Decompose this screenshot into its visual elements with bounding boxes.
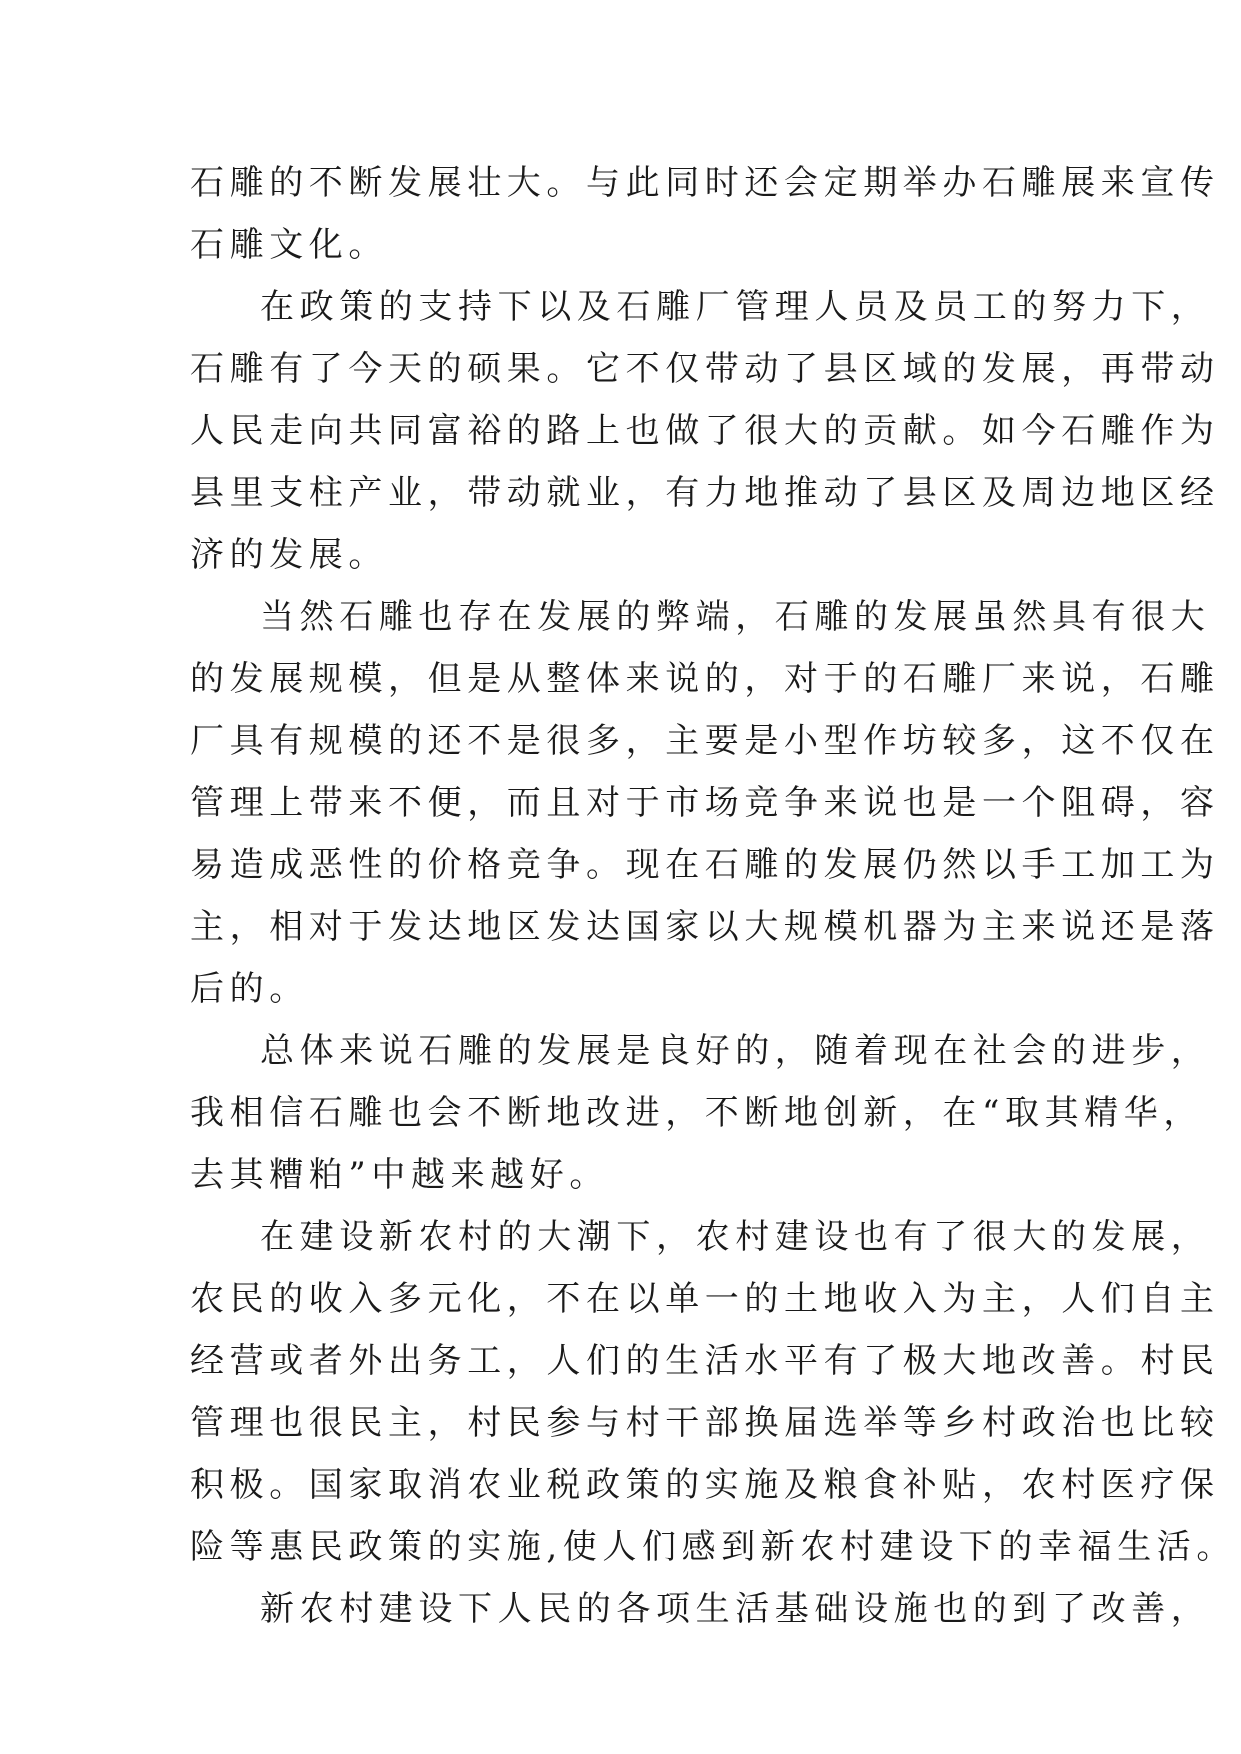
text-line: 去其糟粕”中越来越好。 <box>190 1155 609 1195</box>
text-line: 石雕的不断发展壮大。与此同时还会定期举办石雕展来宣传 <box>190 163 1220 203</box>
text-line: 济的发展。 <box>190 535 388 575</box>
document-body <box>190 152 1237 1640</box>
text-line: 我相信石雕也会不断地改进，不断地创新，在“取其精华， <box>190 1093 1203 1133</box>
text-line: 管理也很民主，村民参与村干部换届选举等乡村政治也比较 <box>190 1403 1220 1443</box>
paragraph-first-line: 新农村建设下人民的各项生活基础设施也的到了改善， <box>260 1589 1211 1629</box>
text-line: 主，相对于发达地区发达国家以大规模机器为主来说还是落 <box>190 907 1220 947</box>
text-line: 人民走向共同富裕的路上也做了很大的贡献。如今石雕作为 <box>190 411 1220 451</box>
text-line: 的发展规模，但是从整体来说的，对于的石雕厂来说，石雕 <box>190 659 1220 699</box>
text-line: 农民的收入多元化，不在以单一的土地收入为主，人们自主 <box>190 1279 1220 1319</box>
text-line: 县里支柱产业，带动就业，有力地推动了县区及周边地区经 <box>190 473 1220 513</box>
text-line: 管理上带来不便，而且对于市场竞争来说也是一个阻碍，容 <box>190 783 1220 823</box>
text-line: 厂具有规模的还不是很多，主要是小型作坊较多，这不仅在 <box>190 721 1220 761</box>
text-line: 后的。 <box>190 969 309 1009</box>
text-line: 经营或者外出务工，人们的生活水平有了极大地改善。村民 <box>190 1341 1220 1381</box>
text-line: 险等惠民政策的实施,使人们感到新农村建设下的幸福生活。 <box>190 1527 1237 1567</box>
paragraph-first-line: 在政策的支持下以及石雕厂管理人员及员工的努力下， <box>260 287 1211 327</box>
text-line: 积极。国家取消农业税政策的实施及粮食补贴，农村医疗保 <box>190 1465 1220 1505</box>
text-line: 石雕文化。 <box>190 225 388 265</box>
paragraph-first-line: 总体来说石雕的发展是良好的，随着现在社会的进步， <box>260 1031 1211 1071</box>
paragraph-first-line: 当然石雕也存在发展的弊端，石雕的发展虽然具有很大 <box>260 597 1211 637</box>
paragraph-first-line: 在建设新农村的大潮下，农村建设也有了很大的发展， <box>260 1217 1211 1257</box>
text-line: 石雕有了今天的硕果。它不仅带动了县区域的发展，再带动 <box>190 349 1220 389</box>
text-line: 易造成恶性的价格竞争。现在石雕的发展仍然以手工加工为 <box>190 845 1220 885</box>
